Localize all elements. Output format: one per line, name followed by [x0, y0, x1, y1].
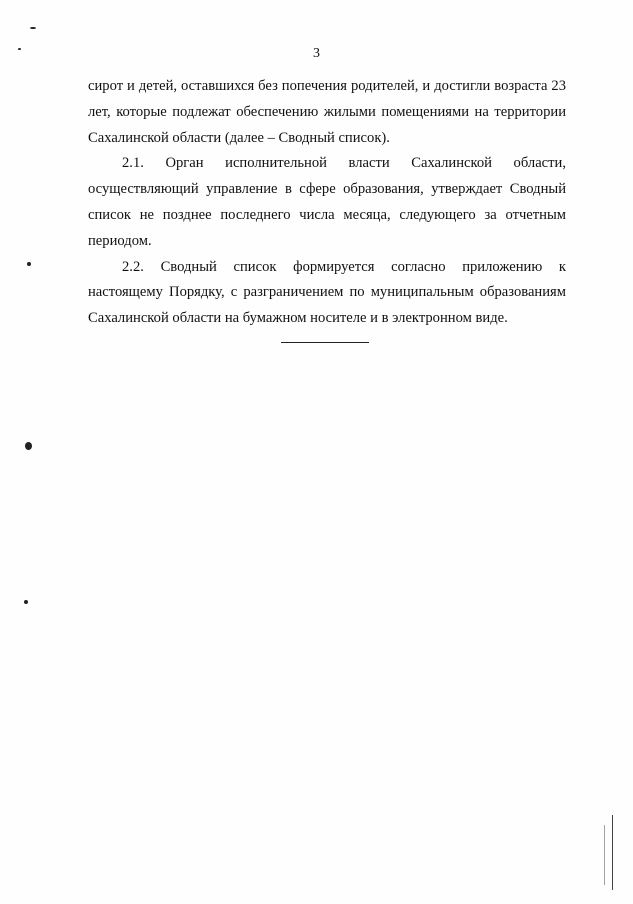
document-body: [88, 74, 566, 332]
scan-speck: [25, 442, 32, 450]
end-of-text-rule: [281, 342, 369, 343]
paragraph-2-2: 2.2. Сводный список формируется согласно приложению к настоящему Порядку, с разграничением по муниципальным образованиям Сахалинской области на бумажном носителе и в электронном виде.: [88, 258, 566, 327]
scan-speck: [30, 27, 36, 29]
scan-margin-line: [604, 825, 605, 885]
scan-speck: [18, 48, 21, 50]
paragraph-continuation: сирот и детей, оставшихся без попечения родителей, и достигли возраста 23 лет, которые подлежат обеспечению жилыми помещениями на территории Сахалинской области (далее – Сводный список).: [88, 78, 566, 146]
paragraph-2-1: 2.1. Орган исполнительной власти Сахалинской области, осуществляющий управление в сфере образования, утверждает Сводный список не позднее последнего числа месяца, следующего за отчетным периодом.: [88, 155, 566, 249]
scan-speck: [27, 262, 31, 266]
scan-speck: [24, 600, 28, 604]
page-number: 3: [313, 46, 320, 61]
scan-margin-line: [612, 815, 613, 890]
